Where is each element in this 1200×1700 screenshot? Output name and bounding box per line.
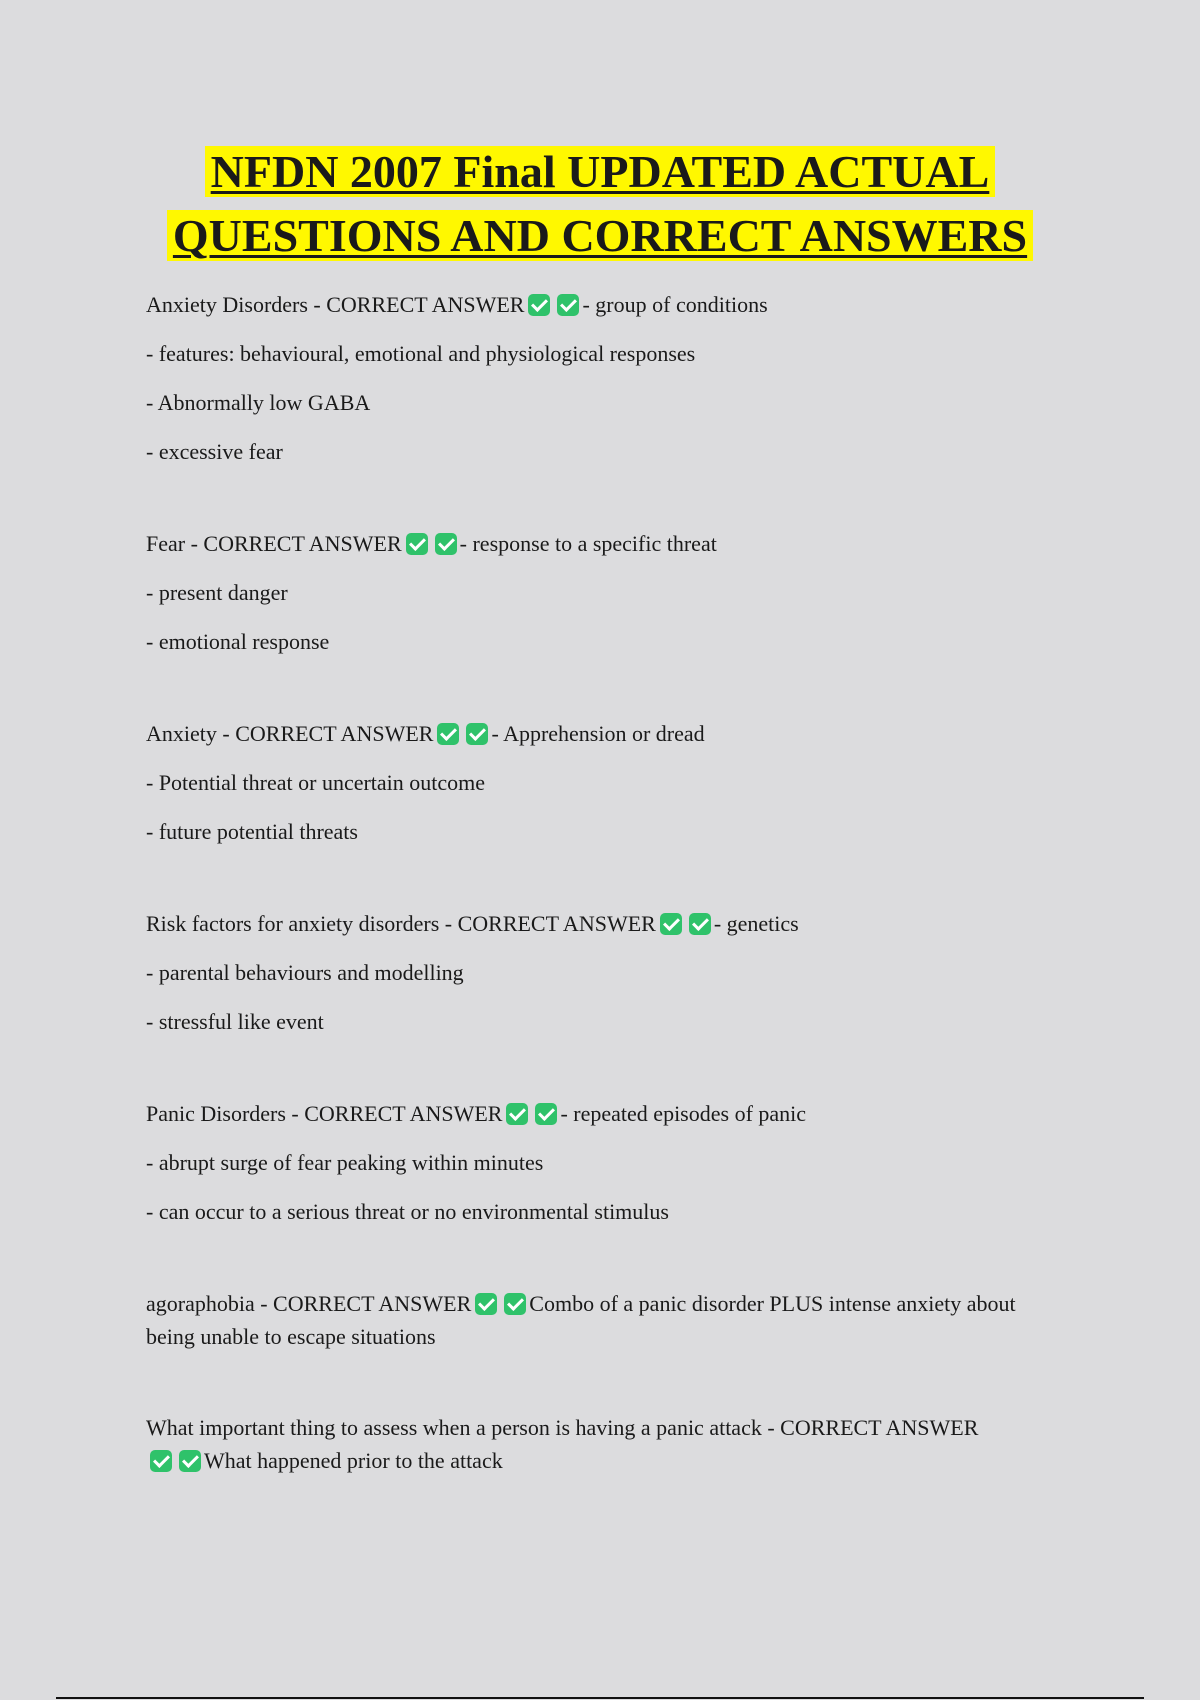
- qa-entry: [146, 717, 1066, 849]
- qa-answer-line: - Abnormally low GABA: [146, 390, 371, 415]
- qa-term: What important thing to assess when a person is having a panic attack - CORRECT ANSWER: [146, 1415, 979, 1440]
- qa-question-line: [146, 288, 1066, 322]
- qa-term: Anxiety - CORRECT ANSWER: [146, 721, 434, 746]
- qa-entry: [146, 907, 1066, 1039]
- qa-term: Fear - CORRECT ANSWER: [146, 531, 402, 556]
- qa-answer-line: - parental behaviours and modelling: [146, 960, 464, 985]
- qa-answer-line: - emotional response: [146, 629, 330, 654]
- qa-entry: [146, 527, 1066, 659]
- qa-term: Panic Disorders - CORRECT ANSWER: [146, 1101, 503, 1126]
- check-icon: [689, 913, 711, 935]
- qa-question-line: [146, 1097, 1066, 1131]
- check-icon: [535, 1103, 557, 1125]
- qa-question-line: [146, 717, 1066, 751]
- check-icon: [528, 294, 550, 316]
- qa-question-line: [146, 1287, 1066, 1353]
- check-icon: [466, 723, 488, 745]
- qa-answer-line: - excessive fear: [146, 439, 283, 464]
- check-icon: [150, 1450, 172, 1472]
- qa-question-line: [146, 527, 1066, 561]
- check-icon: [504, 1293, 526, 1315]
- qa-answer: - repeated episodes of panic: [560, 1101, 807, 1126]
- qa-entry: [146, 1097, 1066, 1229]
- qa-list: [146, 288, 1066, 1535]
- qa-question-line: [146, 907, 1066, 941]
- document-title-text: NFDN 2007 Final UPDATED ACTUAL QUESTIONS AND CORRECT ANSWERS: [167, 146, 1033, 261]
- check-icon: [179, 1450, 201, 1472]
- qa-term: Anxiety Disorders - CORRECT ANSWER: [146, 292, 525, 317]
- qa-answer: - response to a specific threat: [459, 531, 717, 556]
- qa-answer: - genetics: [713, 911, 799, 936]
- qa-entry: [146, 288, 1066, 469]
- check-icon: [557, 294, 579, 316]
- qa-entry: [146, 1287, 1066, 1353]
- qa-answer: - group of conditions: [582, 292, 768, 317]
- qa-entry: [146, 1411, 1066, 1477]
- qa-term: Risk factors for anxiety disorders - CORRECT ANSWER: [146, 911, 656, 936]
- qa-term: agoraphobia - CORRECT ANSWER: [146, 1291, 472, 1316]
- qa-answer-line: - future potential threats: [146, 819, 358, 844]
- check-icon: [406, 533, 428, 555]
- check-icon: [437, 723, 459, 745]
- check-icon: [660, 913, 682, 935]
- footer-divider: [56, 1697, 1144, 1699]
- qa-answer-line: - can occur to a serious threat or no environmental stimulus: [146, 1199, 669, 1224]
- qa-answer: Combo of a panic disorder PLUS intense anxiety about being unable to escape situations: [146, 1291, 1016, 1349]
- check-icon: [506, 1103, 528, 1125]
- qa-answer-line: - present danger: [146, 580, 288, 605]
- qa-answer: What happened prior to the attack: [204, 1448, 503, 1473]
- qa-answer-line: - Potential threat or uncertain outcome: [146, 770, 486, 795]
- check-icon: [435, 533, 457, 555]
- qa-answer-line: - abrupt surge of fear peaking within minutes: [146, 1150, 544, 1175]
- qa-answer: - Apprehension or dread: [491, 721, 705, 746]
- qa-answer-line: - stressful like event: [146, 1009, 324, 1034]
- qa-answer-line: - features: behavioural, emotional and physiological responses: [146, 341, 696, 366]
- check-icon: [475, 1293, 497, 1315]
- qa-question-line: [146, 1411, 986, 1477]
- document-title: [100, 140, 1100, 268]
